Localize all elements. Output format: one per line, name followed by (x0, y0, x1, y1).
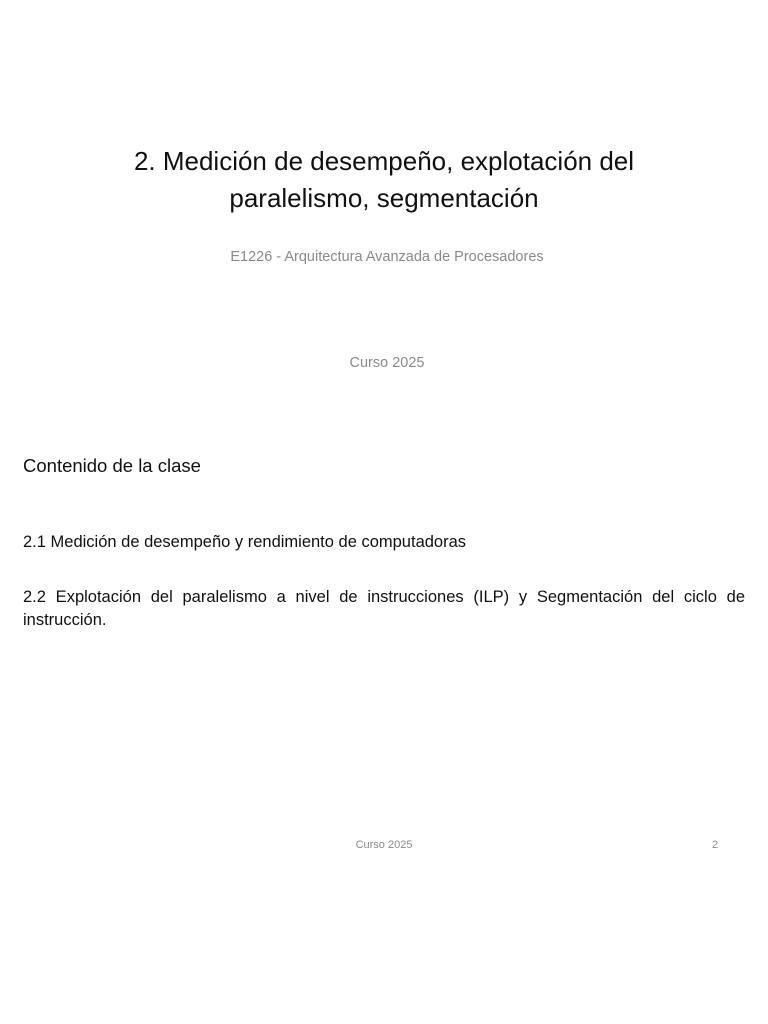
contents-heading: Contenido de la clase (23, 455, 201, 476)
page-number: 2 (711, 839, 719, 851)
contents-item-ilp-pipelining: 2.2 Explotación del paralelismo a nivel de instrucciones (ILP) y Segmentación del ciclo de instrucción. (23, 588, 745, 629)
slide-subtitle: E1226 - Arquitectura Avanzada de Procesadores (230, 249, 544, 265)
footer-course-label: Curso 2025 (355, 839, 413, 851)
slide-title: 2. Medición de desempeño, explotación del paralelismo, segmentación (133, 146, 635, 213)
slide-course-label: Curso 2025 (349, 355, 425, 371)
contents-item-performance: 2.1 Medición de desempeño y rendimiento de computadoras (23, 533, 467, 551)
